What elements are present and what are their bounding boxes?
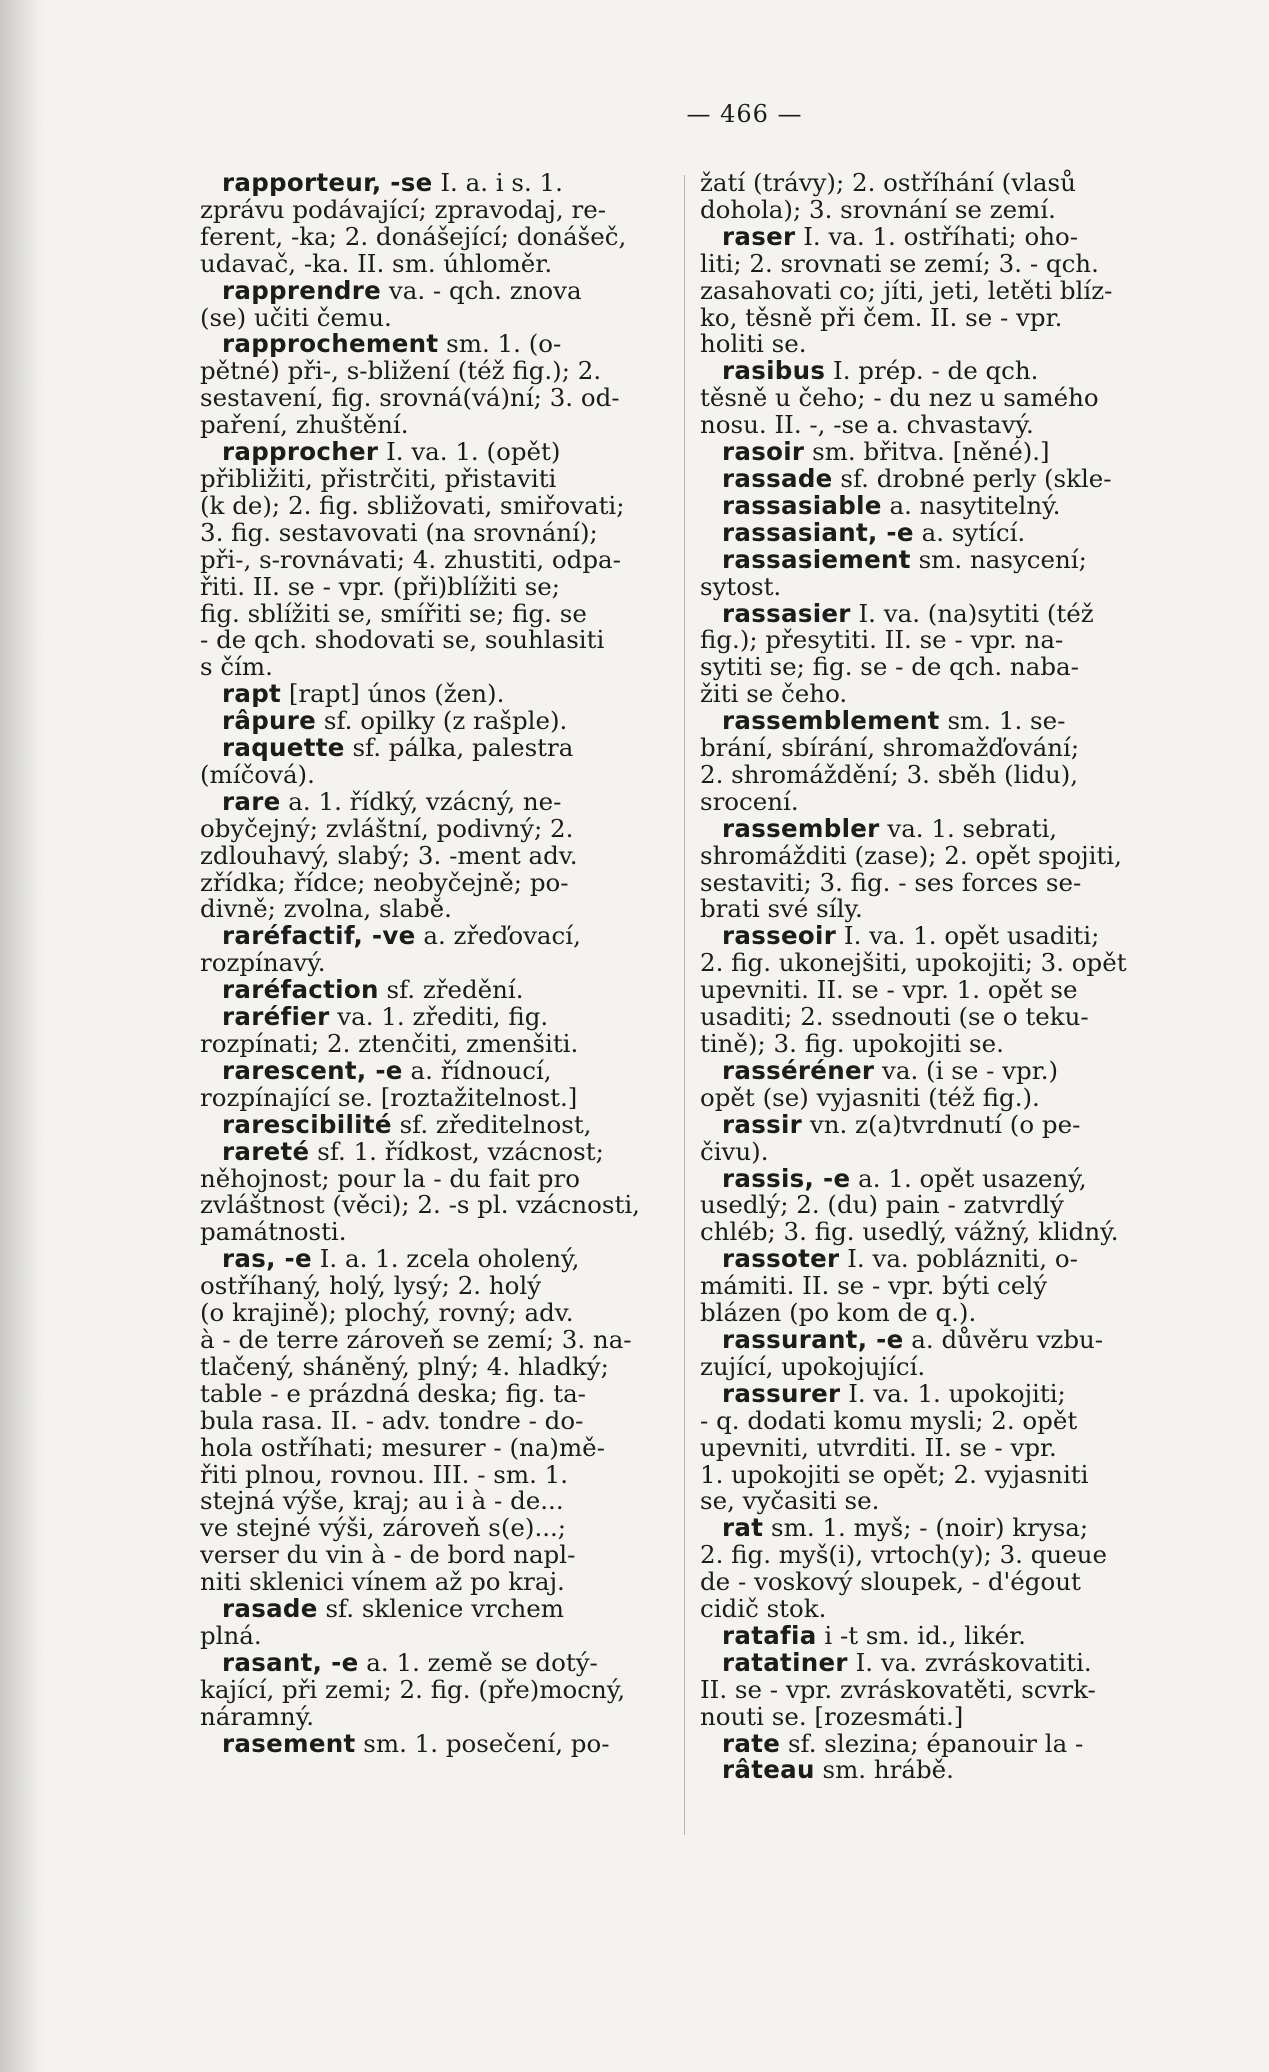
entry-line: rasade sf. sklenice vrchem bbox=[222, 1594, 564, 1624]
headword: rassasiant, -e bbox=[722, 517, 914, 547]
entry-line: pětné) při-, s-bližení (též fig.); 2. bbox=[200, 356, 602, 386]
entry-line: (míčová). bbox=[200, 759, 315, 789]
dictionary-entry bbox=[700, 358, 1170, 439]
left-column bbox=[200, 170, 720, 1757]
entry-line: nouti se. [rozesmáti.] bbox=[700, 1701, 964, 1731]
headword: rasade bbox=[222, 1594, 318, 1624]
headword: rassembler bbox=[722, 813, 880, 843]
entry-line: ratafia i -t sm. id., likér. bbox=[722, 1620, 1026, 1650]
entry-line: II. se - vpr. zvráskovatěti, scvrk- bbox=[700, 1674, 1096, 1704]
dictionary-entry bbox=[200, 1596, 720, 1650]
entry-line: tlačený, sháněný, plný; 4. hladký; bbox=[200, 1351, 609, 1381]
dictionary-entry bbox=[700, 439, 1170, 466]
dictionary-entry bbox=[700, 708, 1170, 816]
entry-line: rassir vn. z(a)tvrdnutí (o pe- bbox=[722, 1109, 1081, 1139]
entry-line: ostříhaný, holý, lysý; 2. holý bbox=[200, 1271, 542, 1301]
dictionary-entry bbox=[200, 708, 720, 735]
entry-line: niti sklenici vínem až po kraj. bbox=[200, 1567, 565, 1597]
entry-line: usaditi; 2. ssednouti (se o teku- bbox=[700, 1002, 1089, 1032]
entry-line: zprávu podávající; zpravodaj, re- bbox=[200, 194, 606, 224]
dictionary-entry bbox=[700, 1728, 1170, 1758]
headword: raréfaction bbox=[222, 975, 379, 1005]
entry-line: žatí (trávy); 2. ostříhání (vlasů bbox=[700, 168, 1076, 197]
entry-line: table - e prázdná deska; fig. ta- bbox=[200, 1378, 586, 1408]
entry-line: de - voskový sloupek, - d'égout bbox=[700, 1567, 1081, 1597]
entry-line: náramný. bbox=[200, 1701, 315, 1731]
entry-line: s čím. bbox=[200, 652, 273, 682]
headword: rasibus bbox=[722, 356, 826, 386]
entry-line: cidič stok. bbox=[700, 1594, 827, 1624]
entry-line: rasibus I. prép. - de qch. bbox=[722, 356, 1039, 386]
entry-line: ferent, -ka; 2. donášející; donášeč, bbox=[200, 221, 627, 251]
entry-line: (se) učiti čemu. bbox=[200, 302, 392, 332]
entry-line: brání, sbírání, shromažďování; bbox=[700, 733, 1080, 763]
entry-line: těsně u čeho; - du nez u samého bbox=[700, 383, 1099, 413]
entry-line: rassemblement sm. 1. se- bbox=[722, 706, 1066, 736]
entry-line: usedlý; 2. (du) pain - zatvrdlý bbox=[700, 1190, 1064, 1220]
entry-line: râpure sf. opilky (z rašple). bbox=[222, 706, 568, 736]
entry-line: zdlouhavý, slabý; 3. -ment adv. bbox=[200, 840, 578, 870]
headword: rare bbox=[222, 786, 281, 816]
headword: rassurant, -e bbox=[722, 1324, 904, 1354]
entry-line: blázen (po kom de q.). bbox=[700, 1298, 977, 1328]
entry-line: sestavení, fig. srovná(vá)ní; 3. od- bbox=[200, 383, 620, 413]
entry-line: 2. fig. ukonejšiti, upokojiti; 3. opět bbox=[700, 948, 1127, 978]
entry-line: 2. fig. myš(i), vrtoch(y); 3. queue bbox=[700, 1540, 1107, 1570]
entry-line: rapprocher I. va. 1. (opět) bbox=[222, 437, 561, 467]
dictionary-entry bbox=[700, 1515, 1170, 1623]
dictionary-entry bbox=[700, 598, 1170, 709]
headword: râpure bbox=[222, 706, 317, 736]
headword: raréfactif, -ve bbox=[222, 921, 416, 951]
entry-line: râteau sm. hrábě. bbox=[722, 1755, 954, 1785]
entry-line: při-, s-rovnávati; 4. zhustiti, odpa- bbox=[200, 544, 621, 574]
headword: rassoter bbox=[722, 1244, 840, 1274]
entry-line: obyčejný; zvláštní, podivný; 2. bbox=[200, 813, 574, 843]
entry-line: raser I. va. 1. ostříhati; oho- bbox=[722, 221, 1079, 251]
entry-line: rareté sf. 1. řídkost, vzácnost; bbox=[222, 1136, 604, 1166]
headword: râteau bbox=[722, 1755, 815, 1785]
headword: rasseoir bbox=[722, 921, 837, 951]
entry-line: 3. fig. sestavovati (na srovnání); bbox=[200, 517, 598, 547]
headword: rate bbox=[722, 1728, 781, 1758]
dictionary-entry bbox=[700, 221, 1170, 359]
entry-line: rat sm. 1. myš; - (noir) krysa; bbox=[722, 1513, 1089, 1543]
entry-line: (o krajině); plochý, rovný; adv. bbox=[200, 1298, 574, 1328]
entry-line: rassasier I. va. (na)sytiti (též bbox=[722, 598, 1094, 628]
headword: rapt bbox=[222, 679, 282, 709]
entry-line: rassade sf. drobné perly (skle- bbox=[722, 463, 1112, 493]
entry-line: chléb; 3. fig. usedlý, vážný, klidný. bbox=[700, 1217, 1119, 1247]
dictionary-entry bbox=[700, 1246, 1170, 1327]
dictionary-entry bbox=[700, 1647, 1170, 1731]
dictionary-entry bbox=[200, 1055, 720, 1112]
entry-line: divně; zvolna, slabě. bbox=[200, 894, 452, 924]
entry-line: rozpínající se. [roztažitelnost.] bbox=[200, 1082, 578, 1112]
dictionary-entry bbox=[700, 1324, 1170, 1381]
entry-line: rassembler va. 1. sebrati, bbox=[722, 813, 1058, 843]
entry-line: rarescibilité sf. zředitelnost, bbox=[222, 1109, 592, 1139]
entry-line: bula rasa. II. - adv. tondre - do- bbox=[200, 1405, 584, 1435]
entry-line: srocení. bbox=[700, 786, 799, 816]
entry-line: à - de terre zároveň se zemí; 3. na- bbox=[200, 1324, 632, 1354]
entry-line: něhojnost; pour la - du fait pro bbox=[200, 1163, 580, 1193]
dictionary-entry bbox=[700, 923, 1170, 1058]
entry-line: mámiti. II. se - vpr. býti celý bbox=[700, 1271, 1048, 1301]
headword: raser bbox=[722, 221, 796, 251]
entry-line: ko, těsně při čem. II. se - vpr. bbox=[700, 302, 1063, 332]
entry-line: rassurant, -e a. důvěru vzbu- bbox=[722, 1324, 1104, 1354]
entry-line: ras, -e I. a. 1. zcela oholený, bbox=[222, 1244, 580, 1274]
entry-line: rasement sm. 1. posečení, po- bbox=[222, 1728, 610, 1758]
entry-line: rapporteur, -se I. a. i s. 1. bbox=[222, 168, 563, 197]
dictionary-entry bbox=[700, 544, 1170, 601]
headword: rasoir bbox=[722, 437, 805, 467]
dictionary-entry bbox=[700, 490, 1170, 520]
entry-line: 2. shromáždění; 3. sběh (lidu), bbox=[700, 759, 1079, 789]
headword: rasement bbox=[222, 1728, 356, 1758]
dictionary-entry bbox=[200, 681, 720, 708]
entry-line: rapt [rapt] únos (žen). bbox=[222, 679, 505, 709]
dictionary-entry bbox=[200, 735, 720, 789]
entry-line: zřídka; řídce; neobyčejně; po- bbox=[200, 867, 569, 897]
entry-line: rarescent, -e a. řídnoucí, bbox=[222, 1055, 552, 1085]
dictionary-entry bbox=[700, 517, 1170, 547]
entry-line: zvláštnost (věci); 2. -s pl. vzácnosti, bbox=[200, 1190, 640, 1220]
headword: rassasier bbox=[722, 598, 851, 628]
entry-line: se, vyčasiti se. bbox=[700, 1486, 880, 1516]
entry-line: kající, při zemi; 2. fig. (pře)mocný, bbox=[200, 1674, 626, 1704]
entry-line: upevniti, utvrditi. II. se - vpr. bbox=[700, 1432, 1057, 1462]
entry-line: rassasiable a. nasytitelný. bbox=[722, 490, 1061, 520]
headword: ratafia bbox=[722, 1620, 817, 1650]
entry-line: rasséréner va. (i se - vpr.) bbox=[722, 1055, 1059, 1085]
headword: rasant, -e bbox=[222, 1647, 359, 1677]
entry-line: rasoir sm. břitva. [něné).] bbox=[722, 437, 1050, 467]
dictionary-entry bbox=[200, 1728, 720, 1758]
entry-line: rapprochement sm. 1. (o- bbox=[222, 329, 562, 359]
entry-line: sytost. bbox=[700, 571, 782, 601]
headword: rapporteur, -se bbox=[222, 168, 433, 197]
headword: ratatiner bbox=[722, 1647, 848, 1677]
headword: rapprochement bbox=[222, 329, 439, 359]
entry-line: hola ostříhati; mesurer - (na)mě- bbox=[200, 1432, 605, 1462]
dictionary-entry bbox=[200, 1647, 720, 1731]
entry-line: sestaviti; 3. fig. - ses forces se- bbox=[700, 867, 1082, 897]
headword: rassis, -e bbox=[722, 1163, 851, 1193]
entry-line: rassis, -e a. 1. opět usazený, bbox=[722, 1163, 1087, 1193]
entry-line: řiti. II. se - vpr. (při)blížiti se; bbox=[200, 571, 561, 601]
entry-line: památnosti. bbox=[200, 1217, 347, 1247]
headword: rassurer bbox=[722, 1378, 841, 1408]
dictionary-entry bbox=[700, 170, 1170, 224]
page-binding-shadow bbox=[0, 0, 44, 2072]
headword: rassemblement bbox=[722, 706, 940, 736]
entry-line: holiti se. bbox=[700, 329, 807, 359]
headword: ras, -e bbox=[222, 1244, 312, 1274]
headword: rat bbox=[722, 1513, 764, 1543]
entry-line: stejná výše, kraj; au i à - de... bbox=[200, 1486, 564, 1516]
dictionary-entry bbox=[200, 1246, 720, 1596]
entry-line: opět (se) vyjasniti (též fig.). bbox=[700, 1082, 1040, 1112]
dictionary-entry bbox=[700, 1109, 1170, 1166]
dictionary-entry bbox=[200, 331, 720, 439]
entry-line: raréfier va. 1. zřediti, fig. bbox=[222, 1002, 549, 1032]
entry-line: nosu. II. -, -se a. chvastavý. bbox=[700, 410, 1034, 440]
dictionary-entry bbox=[200, 1136, 720, 1247]
entry-line: rate sf. slezina; épanouir la - bbox=[722, 1728, 1084, 1758]
entry-line: brati své síly. bbox=[700, 894, 863, 924]
entry-line: rassoter I. va. poblázniti, o- bbox=[722, 1244, 1078, 1274]
entry-line: udavač, -ka. II. sm. úhloměr. bbox=[200, 248, 553, 278]
entry-line: dohola); 3. srovnání se zemí. bbox=[700, 194, 1056, 224]
entry-line: rozpínavý. bbox=[200, 948, 326, 978]
entry-line: zující, upokojující. bbox=[700, 1351, 926, 1381]
entry-line: upevniti. II. se - vpr. 1. opět se bbox=[700, 975, 1078, 1005]
headword: rasséréner bbox=[722, 1055, 875, 1085]
entry-line: žiti se čeho. bbox=[700, 679, 848, 709]
headword: rassir bbox=[722, 1109, 803, 1139]
headword: rassasiable bbox=[722, 490, 882, 520]
entry-line: rasant, -e a. 1. země se dotý- bbox=[222, 1647, 598, 1677]
entry-line: fig. sblížiti se, smířiti se; fig. se bbox=[200, 598, 587, 628]
dictionary-entry bbox=[200, 786, 720, 924]
dictionary-entry bbox=[700, 1055, 1170, 1112]
dictionary-entry bbox=[700, 1163, 1170, 1247]
headword: raquette bbox=[222, 733, 345, 763]
dictionary-entry bbox=[700, 1757, 1170, 1784]
entry-line: plná. bbox=[200, 1620, 262, 1650]
entry-line: ratatiner I. va. zvráskovatiti. bbox=[722, 1647, 1092, 1677]
entry-line: raréfactif, -ve a. zřeďovací, bbox=[222, 921, 581, 951]
entry-line: rasseoir I. va. 1. opět usaditi; bbox=[722, 921, 1100, 951]
entry-line: 1. upokojiti se opět; 2. vyjasniti bbox=[700, 1459, 1089, 1489]
entry-line: řiti plnou, rovnou. III. - sm. 1. bbox=[200, 1459, 569, 1489]
entry-line: - de qch. shodovati se, souhlasiti bbox=[200, 625, 605, 655]
dictionary-entry bbox=[200, 170, 720, 278]
dictionary-entry bbox=[700, 813, 1170, 924]
entry-line: verser du vin à - de bord napl- bbox=[200, 1540, 576, 1570]
dictionary-entry bbox=[200, 439, 720, 681]
right-column bbox=[700, 170, 1170, 1784]
entry-line: rassasiement sm. nasycení; bbox=[722, 544, 1087, 574]
entry-line: fig.); přesytiti. II. se - vpr. na- bbox=[700, 625, 1064, 655]
headword: rapprendre bbox=[222, 275, 382, 305]
entry-line: rapprendre va. - qch. znova bbox=[222, 275, 582, 305]
entry-line: raquette sf. pálka, palestra bbox=[222, 733, 574, 763]
entry-line: tině); 3. fig. upokojiti se. bbox=[700, 1029, 1004, 1058]
entry-line: rassurer I. va. 1. upokojiti; bbox=[722, 1378, 1066, 1408]
entry-line: raréfaction sf. zředění. bbox=[222, 975, 524, 1005]
entry-line: čivu). bbox=[700, 1136, 769, 1166]
entry-line: rare a. 1. řídký, vzácný, ne- bbox=[222, 786, 562, 816]
headword: rareté bbox=[222, 1136, 310, 1166]
entry-line: liti; 2. srovnati se zemí; 3. - qch. bbox=[700, 248, 1099, 278]
entry-line: sytiti se; fig. se - de qch. naba- bbox=[700, 652, 1079, 682]
headword: rassade bbox=[722, 463, 833, 493]
entry-line: zasahovati co; jíti, jeti, letěti blíz- bbox=[700, 275, 1113, 305]
entry-line: paření, zhuštění. bbox=[200, 410, 409, 440]
entry-line: (k de); 2. fig. sbližovati, smiřovati; bbox=[200, 490, 625, 520]
entry-line: rassasiant, -e a. sytící. bbox=[722, 517, 1026, 547]
dictionary-entry bbox=[700, 1378, 1170, 1516]
headword: raréfier bbox=[222, 1002, 330, 1032]
dictionary-entry bbox=[200, 1109, 720, 1139]
entry-line: - q. dodati komu mysli; 2. opět bbox=[700, 1405, 1078, 1435]
dictionary-entry bbox=[700, 463, 1170, 493]
dictionary-entry bbox=[200, 275, 720, 332]
headword: rarescibilité bbox=[222, 1109, 392, 1139]
dictionary-entry bbox=[700, 1620, 1170, 1650]
dictionary-entry bbox=[200, 1004, 720, 1058]
entry-line: shromážditi (zase); 2. opět spojiti, bbox=[700, 840, 1122, 870]
entry-line: ve stejné výši, zároveň s(e)...; bbox=[200, 1513, 567, 1543]
dictionary-entry bbox=[200, 923, 720, 977]
entry-line: přibližiti, přistrčiti, přistaviti bbox=[200, 463, 557, 493]
page-number: — 466 — bbox=[686, 100, 803, 128]
entry-line: rozpínati; 2. ztenčiti, zmenšiti. bbox=[200, 1029, 579, 1058]
headword: rapprocher bbox=[222, 437, 379, 467]
headword: rarescent, -e bbox=[222, 1055, 403, 1085]
dictionary-entry bbox=[200, 977, 720, 1004]
headword: rassasiement bbox=[722, 544, 911, 574]
